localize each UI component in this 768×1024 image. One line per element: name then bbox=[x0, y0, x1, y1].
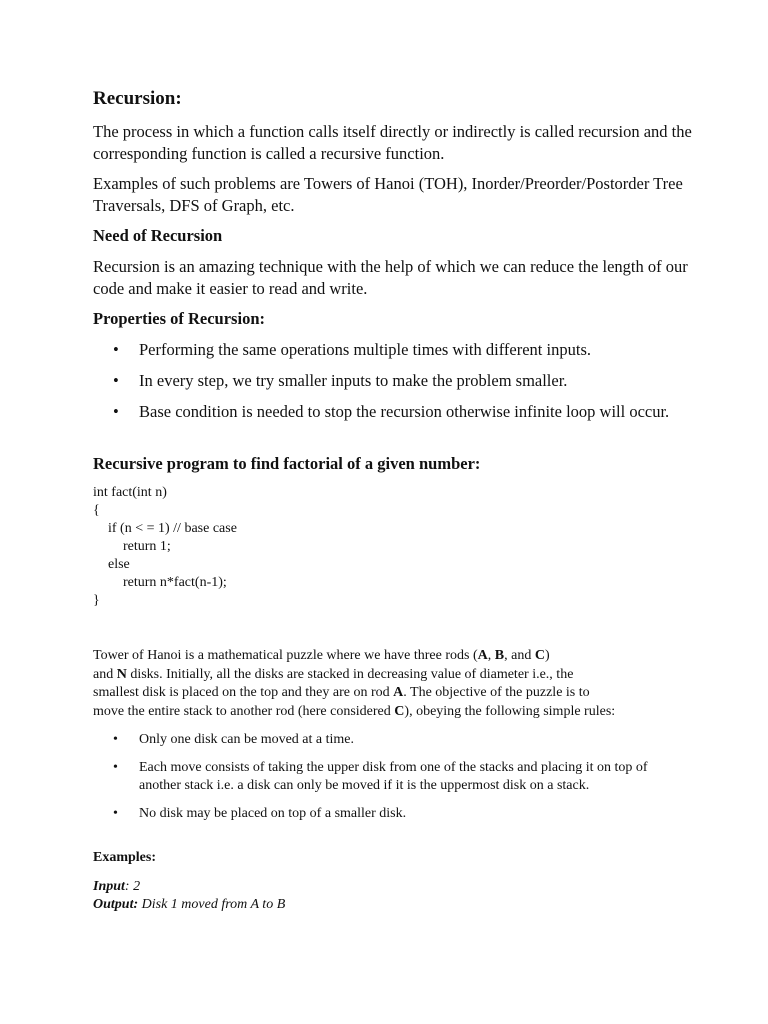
list-item: • Each move consists of taking the upper disk from one of the stacks and placing it on top of another stack i.e. a disk can only be moved if it is the uppermost disk on a stack. bbox=[93, 759, 683, 795]
properties-heading: Properties of Recursion: bbox=[93, 309, 265, 328]
recursion-definition: The process in which a function calls itself directly or indirectly is called recursion and the corresponding function is called a recursive function. bbox=[93, 122, 692, 163]
code-line: return 1; bbox=[123, 539, 171, 554]
list-item: • No disk may be placed on top of a smaller disk. bbox=[93, 805, 683, 823]
hanoi-description: Tower of Hanoi is a mathematical puzzle where we have three rods (A, B, and C) and N disks. Initially, all the disks are stacked in decreasing value of diameter i.e., the smallest disk is placed on the top and they are on rod A. The objective of the puzzle is to move the entire stack to another rod (here considered C), obeying the following simple rules: bbox=[93, 648, 616, 719]
list-item: • In every step, we try smaller inputs to make the problem smaller. bbox=[93, 370, 693, 392]
examples-heading: Examples: bbox=[93, 850, 156, 865]
code-line: { bbox=[93, 503, 100, 518]
code-line: } bbox=[93, 593, 100, 608]
list-item: • Base condition is needed to stop the recursion otherwise infinite loop will occur. bbox=[93, 401, 693, 423]
list-item: • Performing the same operations multiple times with different inputs. bbox=[93, 339, 693, 361]
need-heading: Need of Recursion bbox=[93, 226, 223, 245]
code-line: if (n < = 1) // base case bbox=[108, 521, 237, 536]
example-output: Output: Disk 1 moved from A to B bbox=[93, 897, 286, 912]
hanoi-rules-list bbox=[93, 731, 683, 833]
page-title: Recursion: bbox=[93, 88, 182, 109]
code-line: int fact(int n) bbox=[93, 485, 167, 500]
properties-list bbox=[93, 339, 693, 432]
recursion-examples: Examples of such problems are Towers of Hanoi (TOH), Inorder/Preorder/Postorder Tree Traversals, DFS of Graph, etc. bbox=[93, 174, 683, 215]
list-item: • Only one disk can be moved at a time. bbox=[93, 731, 683, 749]
example-input: Input: 2 bbox=[93, 879, 141, 894]
code-line: return n*fact(n-1); bbox=[123, 575, 227, 590]
code-line: else bbox=[108, 557, 130, 572]
need-text: Recursion is an amazing technique with the help of which we can reduce the length of our code and make it easier to read and write. bbox=[93, 257, 688, 298]
factorial-heading: Recursive program to find factorial of a given number: bbox=[93, 454, 481, 473]
